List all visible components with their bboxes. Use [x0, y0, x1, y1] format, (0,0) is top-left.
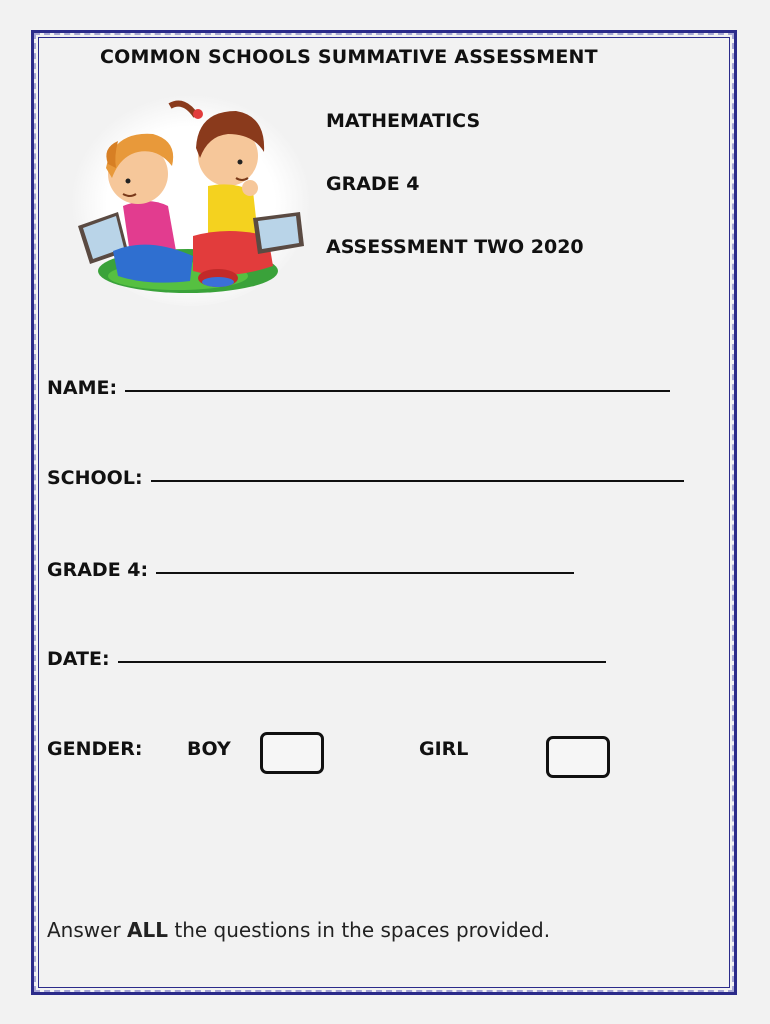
school-field-line[interactable] — [151, 479, 684, 482]
school-field[interactable] — [47, 467, 684, 489]
date-field-label: DATE: — [47, 648, 110, 670]
instruction-prefix: Answer — [47, 918, 121, 942]
date-field-line[interactable] — [118, 660, 606, 663]
boy-label: BOY — [187, 738, 231, 760]
children-reading-tablets-illustration — [68, 86, 314, 308]
subject-label: MATHEMATICS — [326, 110, 481, 132]
girl-checkbox[interactable] — [546, 736, 610, 778]
name-field[interactable] — [47, 377, 670, 399]
gender-label: GENDER: — [47, 738, 143, 760]
grade-field-line[interactable] — [156, 571, 574, 574]
grade-label: GRADE 4 — [326, 173, 420, 195]
girl-label: GIRL — [419, 738, 469, 760]
assessment-label: ASSESSMENT TWO 2020 — [326, 236, 584, 258]
instruction-emphasis: ALL — [127, 918, 168, 942]
grade-field-label: GRADE 4: — [47, 559, 149, 581]
instruction-suffix: the questions in the spaces provided. — [174, 918, 551, 942]
name-field-line[interactable] — [125, 389, 670, 392]
name-field-label: NAME: — [47, 377, 118, 399]
page-title: COMMON SCHOOLS SUMMATIVE ASSESSMENT — [100, 46, 598, 68]
boy-checkbox[interactable] — [260, 732, 324, 774]
date-field[interactable] — [47, 648, 606, 670]
grade-field[interactable] — [47, 559, 574, 581]
school-field-label: SCHOOL: — [47, 467, 143, 489]
instruction-text — [47, 918, 550, 942]
